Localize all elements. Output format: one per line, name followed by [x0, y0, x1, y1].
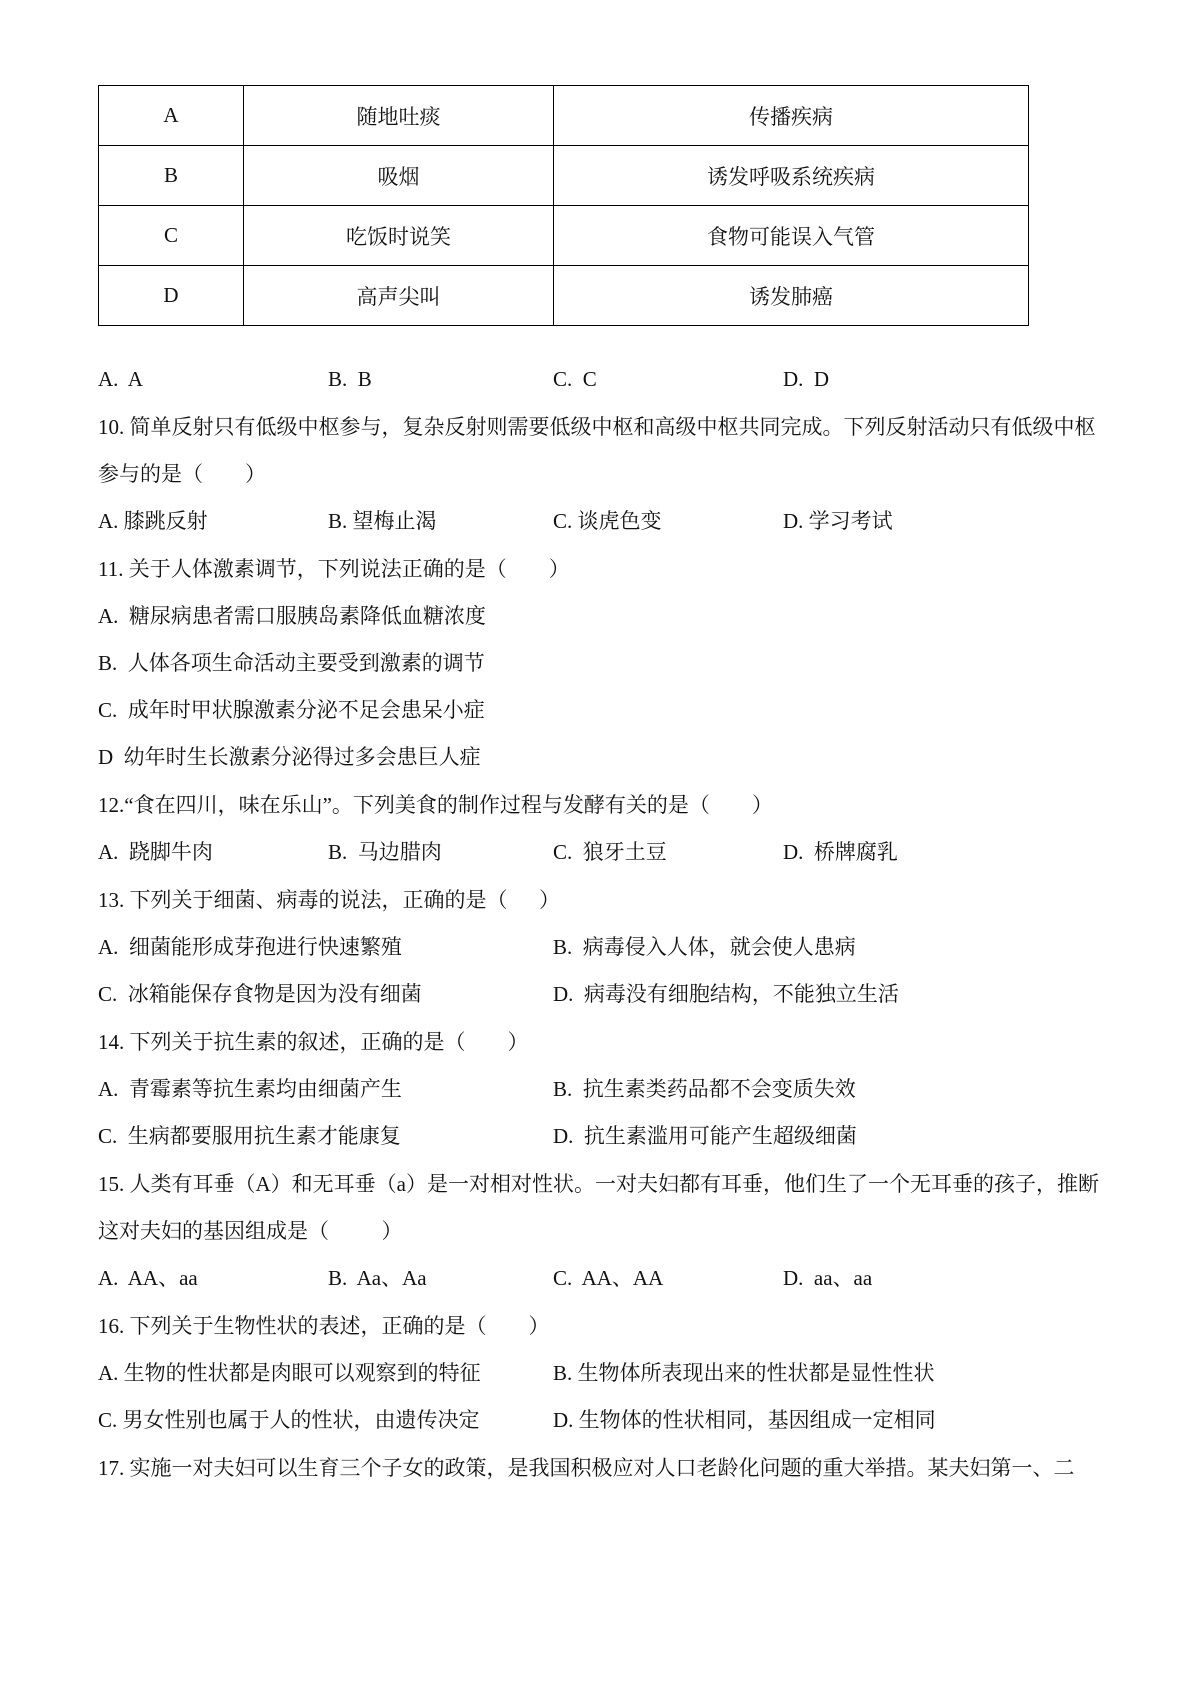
question-option: A. 细菌能形成芽孢进行快速繁殖 — [98, 935, 402, 959]
question-option: C. 男女性别也属于人的性状，由遗传决定 — [98, 1408, 480, 1432]
question-option: C. 冰箱能保存食物是因为没有细菌 — [98, 982, 422, 1006]
question-option: C. 狼牙土豆 — [553, 840, 667, 864]
table-cell-consequence: 食物可能误入气管 — [554, 206, 1029, 266]
question-option: D. 病毒没有细胞结构，不能独立生活 — [553, 982, 899, 1006]
question-option: D 幼年时生长激素分泌得过多会患巨人症 — [98, 745, 481, 769]
question-option: A. 生物的性状都是肉眼可以观察到的特征 — [98, 1361, 481, 1385]
question-option: B. 望梅止渴 — [328, 509, 437, 533]
question-block — [98, 782, 1100, 876]
question-option: B. 抗生素类药品都不会变质失效 — [553, 1077, 856, 1101]
question-options — [98, 1255, 1100, 1302]
question-block — [98, 1303, 1100, 1444]
question-block — [98, 1019, 1100, 1160]
table-cell-key: D — [99, 266, 244, 326]
question-stem: 14. 下列关于抗生素的叙述，正确的是（ ） — [98, 1030, 529, 1054]
question-option: A. AA、aa — [98, 1266, 198, 1290]
answer-option: D. D — [783, 367, 830, 391]
question-option: B. Aa、Aa — [328, 1266, 427, 1290]
question-stem: 11. 关于人体激素调节，下列说法正确的是（ ） — [98, 557, 570, 581]
question-option: C. 谈虎色变 — [553, 509, 662, 533]
table-cell-key: A — [99, 86, 244, 146]
answer-options-row — [98, 356, 1100, 403]
question-options — [98, 498, 1100, 545]
question-stem: 17. 实施一对夫妇可以生育三个子女的政策，是我国积极应对人口老龄化问题的重大举措。某夫妇第一、二 — [98, 1456, 1075, 1480]
answer-option: A. A — [98, 367, 143, 391]
question-table-body — [99, 86, 1029, 326]
table-cell-behavior: 随地吐痰 — [244, 86, 554, 146]
question-block — [98, 877, 1100, 1018]
question-option: D. 生物体的性状相同，基因组成一定相同 — [553, 1408, 936, 1432]
table-row — [99, 266, 1029, 326]
question-option: B. 生物体所表现出来的性状都是显性性状 — [553, 1361, 935, 1385]
question-option: D. aa、aa — [783, 1266, 873, 1290]
table-cell-behavior: 吸烟 — [244, 146, 554, 206]
table-row — [99, 86, 1029, 146]
question-option: B. 马边腊肉 — [328, 840, 442, 864]
question-option: A. 膝跳反射 — [98, 509, 208, 533]
question-options — [98, 829, 1100, 876]
question-block — [98, 1161, 1100, 1302]
question-stem: 13. 下列关于细菌、病毒的说法，正确的是（ ） — [98, 888, 560, 912]
question-option: C. 成年时甲状腺激素分泌不足会患呆小症 — [98, 698, 485, 722]
question-options — [98, 924, 1100, 1018]
question-option: D. 桥牌腐乳 — [783, 840, 898, 864]
question-block — [98, 546, 1100, 781]
question-stem: 12.“食在四川，味在乐山”。下列美食的制作过程与发酵有关的是（ ） — [98, 793, 773, 817]
question-option: D. 学习考试 — [783, 509, 893, 533]
question-option: D. 抗生素滥用可能产生超级细菌 — [553, 1124, 857, 1148]
question-option: A. 跷脚牛肉 — [98, 840, 213, 864]
table-cell-key: C — [99, 206, 244, 266]
question-options — [98, 593, 1100, 781]
answer-option: B. B — [328, 367, 372, 391]
table-cell-consequence: 传播疾病 — [554, 86, 1029, 146]
table-cell-consequence: 诱发呼吸系统疾病 — [554, 146, 1029, 206]
question-option: C. 生病都要服用抗生素才能康复 — [98, 1124, 401, 1148]
table-cell-consequence: 诱发肺癌 — [554, 266, 1029, 326]
table-cell-key: B — [99, 146, 244, 206]
question-options — [98, 1350, 1100, 1444]
question-options — [98, 1066, 1100, 1160]
question-stem: 15. 人类有耳垂（A）和无耳垂（a）是一对相对性状。一对夫妇都有耳垂，他们生了一个无耳垂的孩子，推断这对夫妇的基因组成是（ ） — [98, 1172, 1099, 1243]
answer-option: C. C — [553, 367, 597, 391]
table-cell-behavior: 高声尖叫 — [244, 266, 554, 326]
question-option: A. 青霉素等抗生素均由细菌产生 — [98, 1077, 402, 1101]
table-row — [99, 146, 1029, 206]
question-table — [98, 85, 1029, 326]
question-option: B. 病毒侵入人体，就会使人患病 — [553, 935, 856, 959]
question-option: B. 人体各项生命活动主要受到激素的调节 — [98, 651, 485, 675]
questions-container — [98, 404, 1100, 1492]
question-stem: 16. 下列关于生物性状的表述，正确的是（ ） — [98, 1314, 550, 1338]
question-option: A. 糖尿病患者需口服胰岛素降低血糖浓度 — [98, 604, 486, 628]
table-cell-behavior: 吃饭时说笑 — [244, 206, 554, 266]
question-block — [98, 404, 1100, 545]
question-option: C. AA、AA — [553, 1266, 664, 1290]
table-row — [99, 206, 1029, 266]
question-stem: 10. 简单反射只有低级中枢参与，复杂反射则需要低级中枢和高级中枢共同完成。下列反射活动只有低级中枢参与的是（ ） — [98, 415, 1096, 486]
question-block — [98, 1445, 1100, 1492]
